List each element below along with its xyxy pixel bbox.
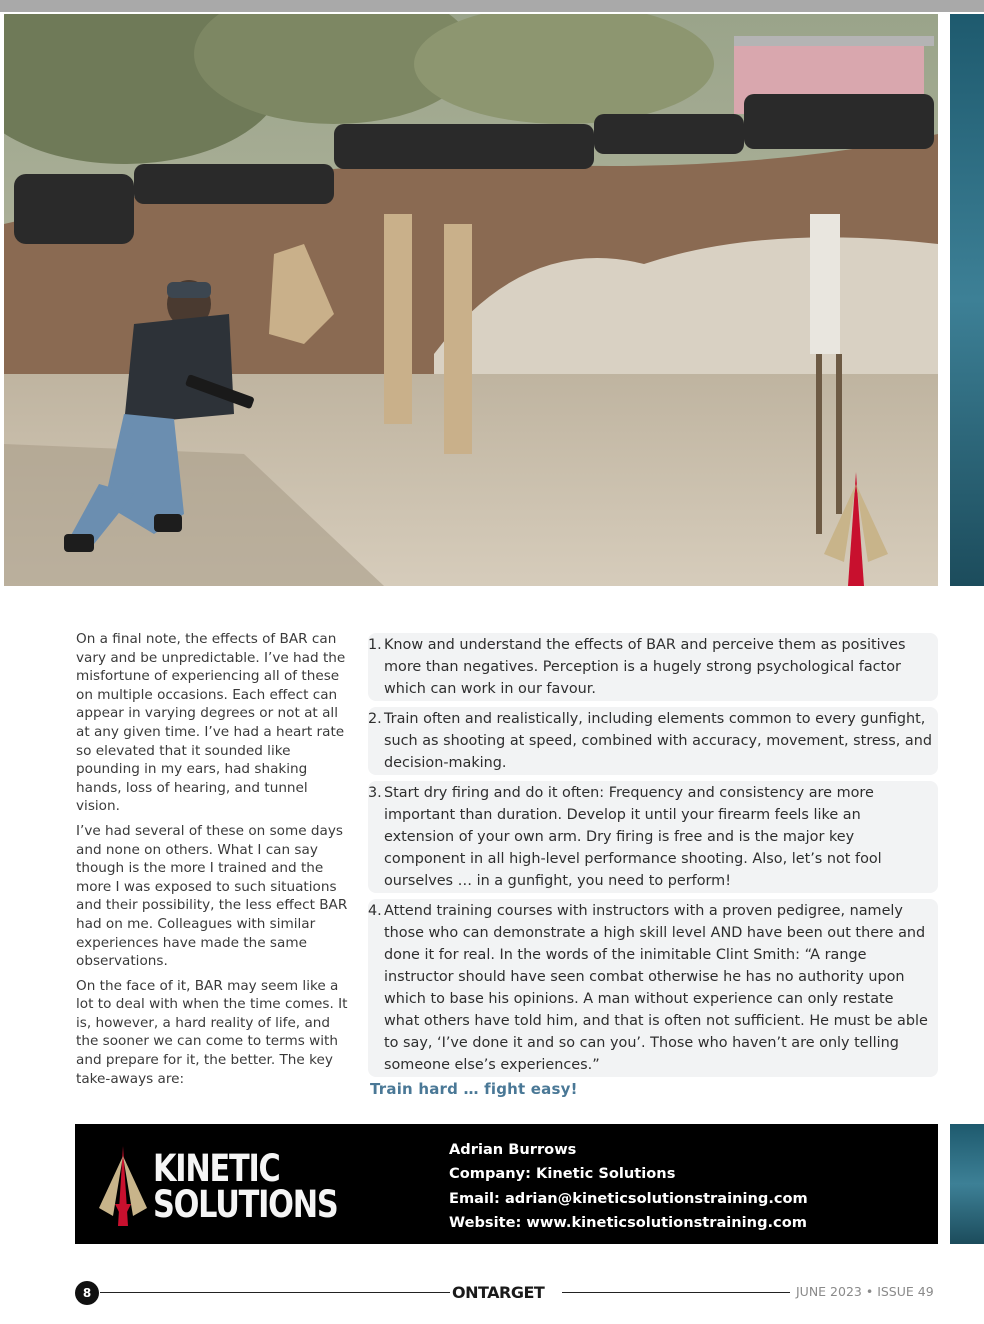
website-link[interactable]: Website: www.kineticsolutionstraining.com <box>449 1214 807 1232</box>
paragraph: On the face of it, BAR may seem like a lot to deal with when the time comes. It is, however, a hard reality of life, and the sooner we can come to terms with and prepare for it, the better. The key take-aways are: <box>76 977 348 1087</box>
author-banner <box>75 1124 938 1244</box>
page-number: 8 <box>75 1281 99 1305</box>
list-number: 3. <box>368 785 382 801</box>
side-strip-top <box>950 14 984 586</box>
left-column <box>76 630 348 1094</box>
top-bar <box>0 0 984 12</box>
list-text: Start dry firing and do it often: Frequency and consistency are more important than duration. Develop it until your firearm feels like an extension of your own arm. Dry firing is free and is the major key component in all high-level performance shooting. Also, let’s not fool ourselves … in a gunfight, you need to perform! <box>384 785 882 889</box>
list-item <box>368 899 938 1077</box>
kinetic-logo-icon <box>95 1146 151 1226</box>
list-item <box>368 633 938 701</box>
list-text: Attend training courses with instructors with a proven pedigree, namely those who can demonstrate a high skill level AND have been out there and done it for real. In the words of the inimitable Clint Smith: “A range instructor should have seen combat otherwise he has no authority upon which to base his opinions. A man without experience can only restate what others have told him, and that is often not sufficient. He must be able to say, ‘I’ve done it and so can you’. Those who haven’t are only telling someone else’s experiences.” <box>384 903 928 1073</box>
author-name: Adrian Burrows <box>449 1141 577 1158</box>
list-text: Know and understand the effects of BAR and perceive them as positives more than negatives. Perception is a hugely strong psychological factor which can work in our favour. <box>384 637 906 697</box>
contact-block <box>449 1138 808 1236</box>
footer-rule-left <box>100 1292 450 1293</box>
email-link[interactable]: Email: adrian@kineticsolutionstraining.com <box>449 1189 808 1207</box>
tagline: Train hard … fight easy! <box>370 1080 578 1098</box>
list-number: 1. <box>368 637 382 653</box>
logo-word-kinetic: KINETIC <box>153 1147 280 1190</box>
paragraph: I’ve had several of these on some days and none on others. What I can say though is the more I trained and the more I was exposed to such situations and their possibility, the less effect BAR had on me. Colleagues with similar experiences have made the same observations. <box>76 822 348 970</box>
shooting-range-photo <box>4 14 938 586</box>
list-number: 2. <box>368 711 382 727</box>
list-item <box>368 781 938 893</box>
side-strip-bottom <box>950 1124 984 1244</box>
magazine-brand: ONTARGET <box>452 1283 545 1302</box>
list-number: 4. <box>368 903 382 919</box>
article-photo <box>4 14 938 586</box>
footer-rule-right <box>562 1292 790 1293</box>
list-text: Train often and realistically, including elements common to every gunfight, such as shooting at speed, combined with accuracy, movement, stress, and decision-making. <box>384 711 932 771</box>
list-item <box>368 707 938 775</box>
paragraph: On a final note, the effects of BAR can vary and be unpredictable. I’ve had the misfortune of experiencing all of these on multiple occasions. Each effect can appear in varying degrees or not at all at any given time. I’ve had a heart rate so elevated that it sounded like pounding in my ears, had shaking hands, loss of hearing, and tunnel vision. <box>76 631 346 815</box>
issue-label: JUNE 2023 • ISSUE 49 <box>796 1284 934 1299</box>
takeaways-list <box>368 633 938 1083</box>
logo-word-solutions: SOLUTIONS <box>153 1183 338 1226</box>
company-line: Company: Kinetic Solutions <box>449 1165 676 1183</box>
